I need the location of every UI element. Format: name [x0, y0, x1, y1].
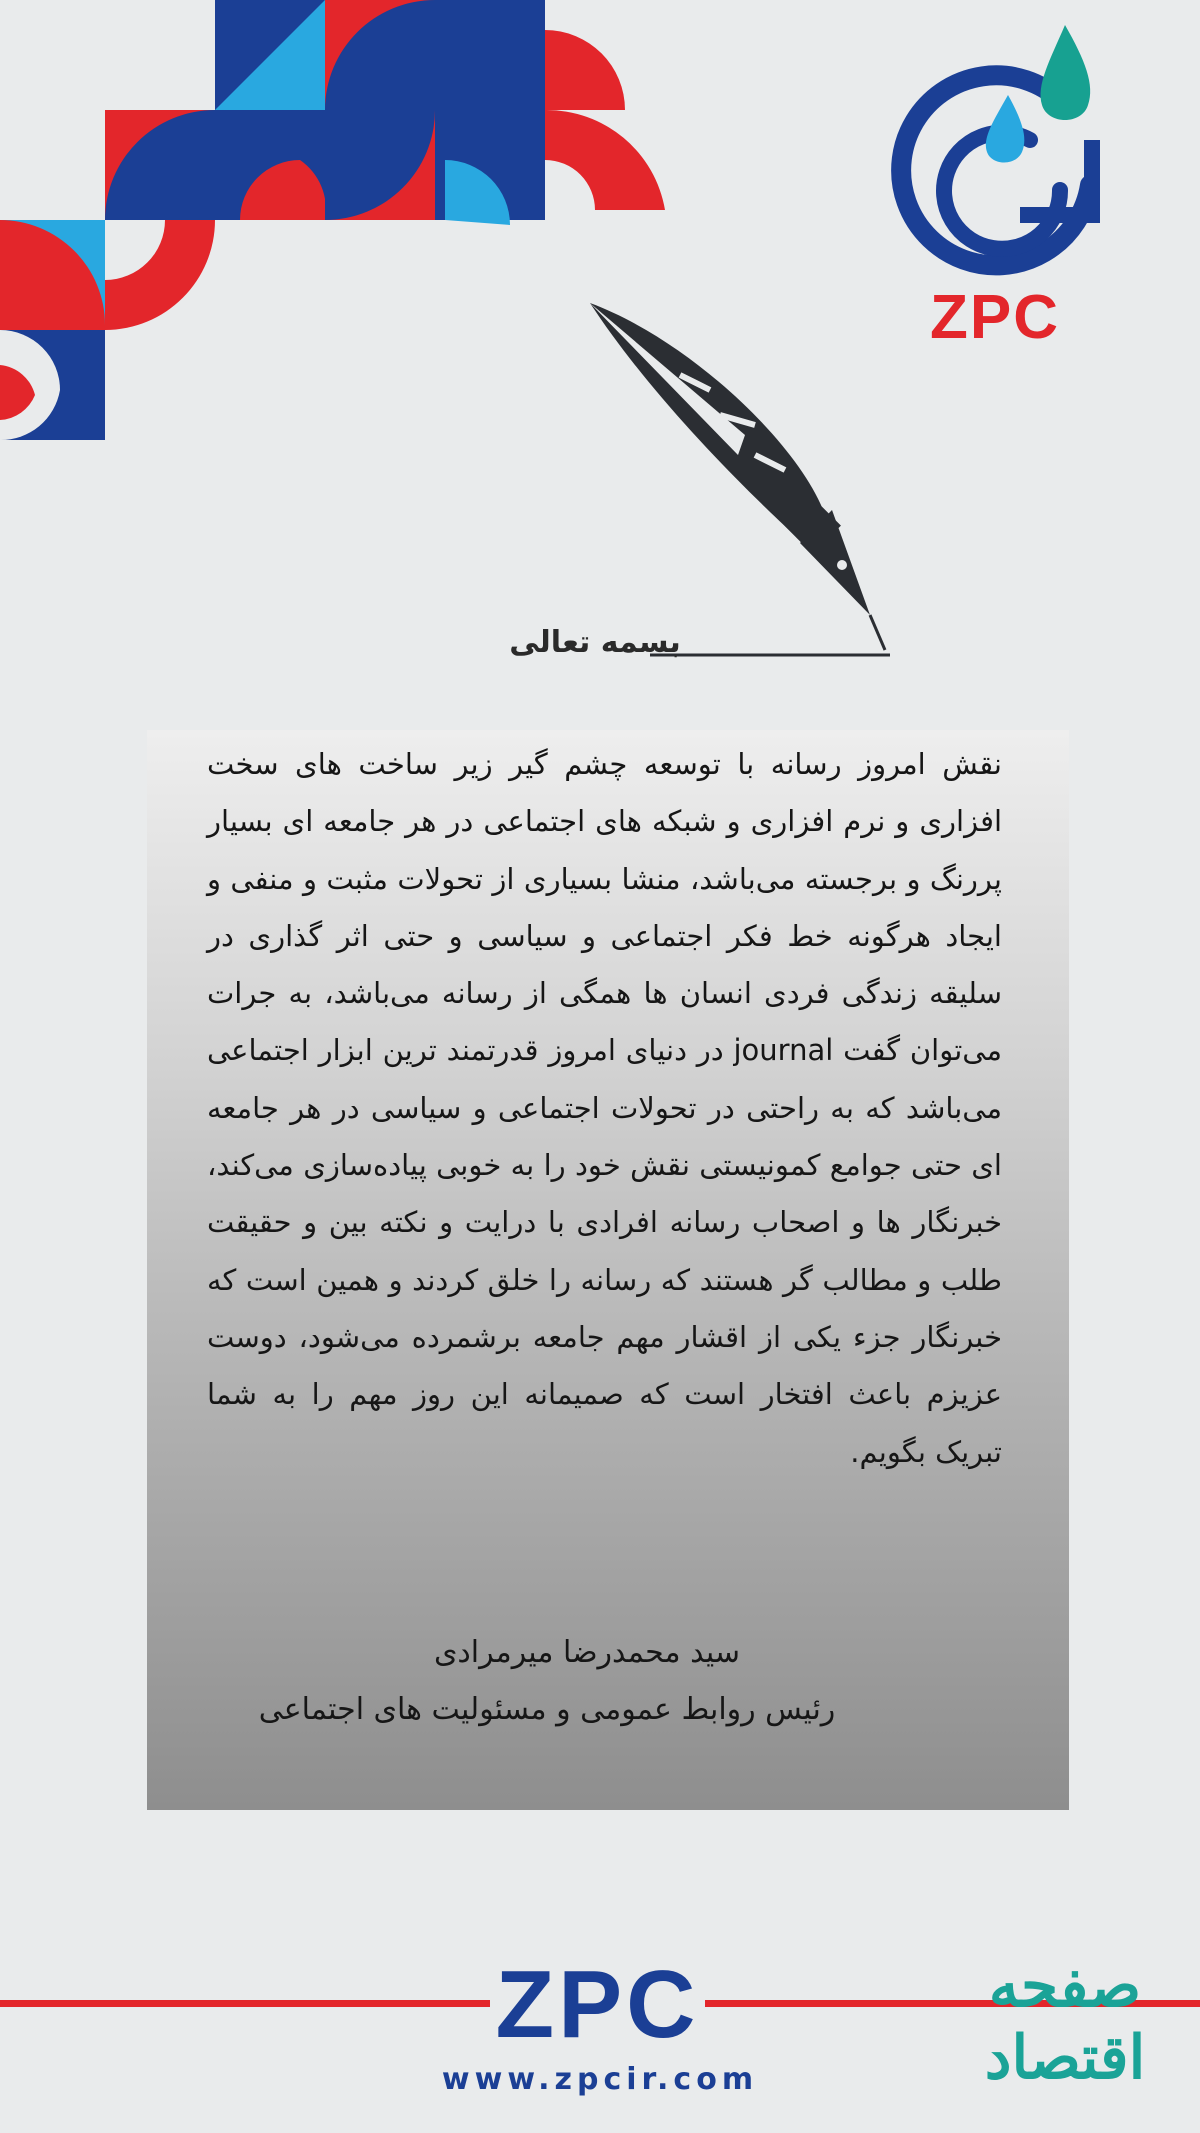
website-link[interactable]: www.zpcir.com — [441, 2062, 759, 2097]
zpc-logo — [870, 20, 1120, 352]
message-body: نقش امروز رسانه با توسعه چشم گیر زیر ساخت های سخت افزاری و نرم افزاری و شبکه های اجتماعی در هر جامعه ای بسیار پررنگ و برجسته می‌باشد، منشا بسیاری از تحولات مثبت و منفی و ایجاد هرگونه خط فکر اجتماعی و سیاسی و حتی اثر گذاری در سلیقه زندگی فردی انسان ها همگی از رسانه می‌باشد، به جرات می‌توان گفت journal در دنیای امروز قدرتمند ترین ابزار اجتماعی می‌باشد که به راحتی در تحولات اجتماعی و سیاسی در هر جامعه ای حتی جوامع کمونیستی نقش خود را به خوبی پیاده‌سازی می‌کند، خبرنگار ها و اصحاب رسانه افرادی با درایت و نکته بین و حقیقت طلب و مطالب گر هستند که رسانه را خلق کردند و همین است که خبرنگار جزء یکی از اقشار مهم جامعه برشمرده می‌شود، دوست عزیزم باعث افتخار است که صمیمانه این روز مهم را به شما تبریک بگویم. — [207, 747, 1002, 1469]
footer-logo: ZPC — [495, 1951, 700, 2058]
basmala-heading: بسمه تعالی — [509, 625, 681, 660]
signature-name: سید محمدرضا میرمرادی — [433, 1635, 741, 1670]
signature-title: رئیس روابط عمومی و مسئولیت های اجتماعی — [258, 1692, 836, 1727]
logo-text: ZPC — [930, 283, 1060, 352]
fountain-pen-icon — [570, 295, 910, 675]
message-panel — [147, 730, 1069, 1810]
zpc-emblem-icon — [870, 20, 1120, 280]
footer-divider-left — [0, 2000, 490, 2007]
watermark-logo: صفحه اقتصاد — [984, 1951, 1146, 2093]
